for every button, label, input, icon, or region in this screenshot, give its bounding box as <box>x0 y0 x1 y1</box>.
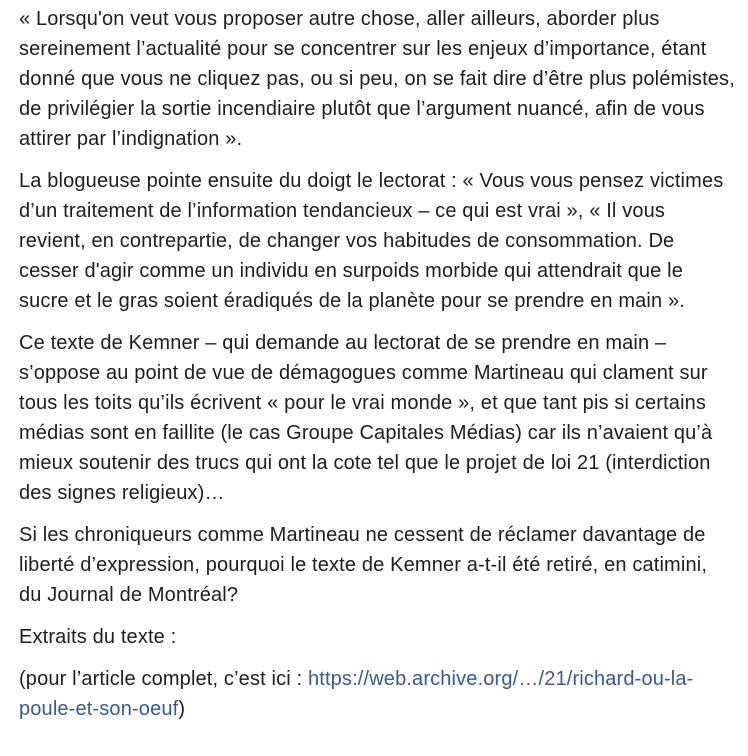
post-paragraph-link <box>19 664 735 724</box>
post-paragraph-kemner: Ce texte de Kemner – qui demande au lectorat de se prendre en main – s’oppose au point de vue de démagogues comme Martineau qui clament sur tous les toits qu’ils écrivent « pour le vrai monde », et que tant pis si certains médias sont en faillite (le cas Groupe Capitales Médias) car ils n’avaient qu’à mieux soutenir des trucs qui ont la cote tel que le projet de loi 21 (interdiction des signes religieux)… <box>19 332 713 504</box>
post-paragraph-question: Si les chroniqueurs comme Martineau ne cessent de réclamer davantage de liberté d’expression, pourquoi le texte de Kemner a-t-il été retiré, en catimini, du Journal de Montréal? <box>19 524 708 606</box>
post-paragraph-blogger: La blogueuse pointe ensuite du doigt le lectorat : « Vous vous pensez victimes d’un traitement de l’information tendancieux – ce qui est vrai », « Il vous revient, en contrepartie, de changer vos habitudes de consommation. De cesser d'agir comme un individu en surpoids morbide qui attendrait que le sucre et le gras soient éradiqués de la planète pour se prendre en main ». <box>19 170 724 312</box>
article-link[interactable]: https://web.archive.org/…/21/richard-ou-la-poule-et-son-oeuf <box>19 668 694 720</box>
link-suffix: ) <box>178 698 186 720</box>
post-body <box>19 4 735 724</box>
link-prefix: (pour l’article complet, c’est ici : <box>19 668 308 690</box>
post-paragraph-extracts: Extraits du texte : <box>19 626 177 648</box>
post-paragraph-quote: « Lorsqu'on veut vous proposer autre chose, aller ailleurs, aborder plus sereinement l’actualité pour se concentrer sur les enjeux d’importance, étant donné que vous ne cliquez pas, ou si peu, on se fait dire d’être plus polémistes, de privilégier la sortie incendiaire plutôt que l’argument nuancé, afin de vous attirer par l’indignation ». <box>19 8 735 150</box>
